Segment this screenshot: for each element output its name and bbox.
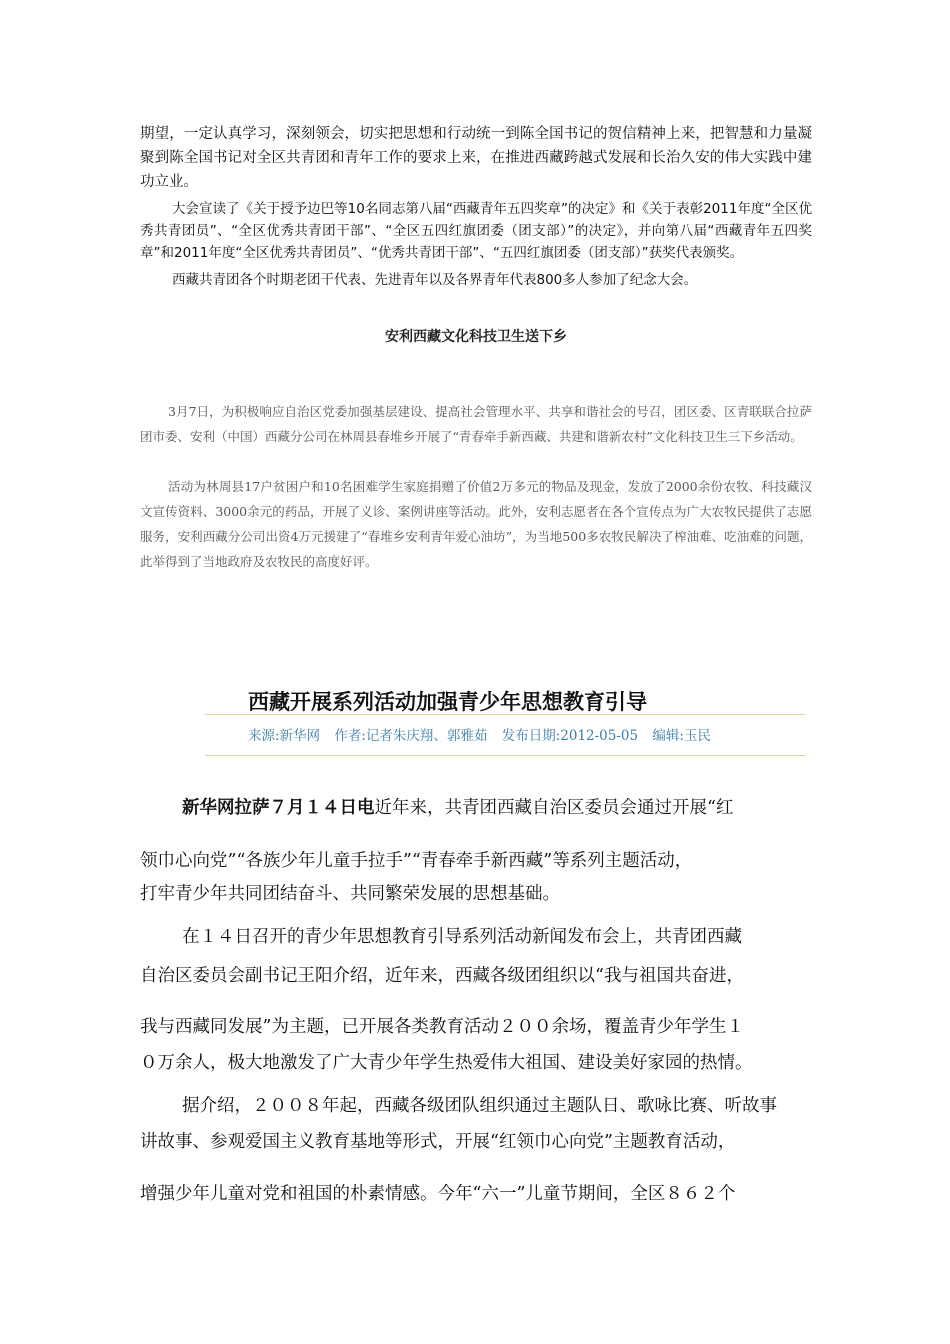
article-date: 发布日期:2012-05-05 bbox=[501, 728, 639, 744]
paragraph: 3月7日，为积极响应自治区党委加强基层建设、提高社会管理水平、共享和谐社会的号召，团区委、区青联联合拉萨团市委、安利（中国）西藏分公司在林周县春堆乡开展了“青春牵手新西藏、共建和谐新农村”文化科技卫生三下乡活动。 bbox=[140, 404, 812, 444]
article-dateline: 新华网拉萨７月１４日电 bbox=[182, 798, 375, 818]
text-line: 在１４日召开的青少年思想教育引导系列活动新闻发布会上，共青团西藏 bbox=[182, 927, 742, 947]
text-line: 增强少年儿童对党和祖国的朴素情感。今年“六一”儿童节期间，全区８６２个 bbox=[140, 1184, 736, 1204]
section1 bbox=[140, 122, 812, 292]
text-line: ０万余人，极大地激发了广大青少年学生热爱伟大祖国、建设美好家园的热情。 bbox=[140, 1053, 753, 1073]
meta-divider bbox=[205, 755, 805, 756]
section2-body bbox=[140, 399, 812, 574]
paragraph: 西藏共青团各个时期老团干代表、先进青年以及各界青年代表800多人参加了纪念大会。 bbox=[172, 272, 698, 288]
article-editor: 编辑:玉民 bbox=[652, 728, 711, 744]
text-line: 据介绍，２００８年起，西藏各级团队组织通过主题队日、歌咏比赛、听故事 bbox=[182, 1096, 777, 1116]
text-line: 领巾心向党”“各族少年儿童手拉手”“青春牵手新西藏”等系列主题活动， bbox=[140, 851, 693, 871]
title-divider bbox=[205, 714, 805, 715]
text-line: 我与西藏同发展”为主题，已开展各类教育活动２００余场，覆盖青少年学生１ bbox=[140, 1017, 744, 1037]
text-line: 自治区委员会副书记王阳介绍，近年来，西藏各级团组织以“我与祖国共奋进， bbox=[140, 966, 744, 986]
paragraph: 活动为林周县17户贫困户和10名困难学生家庭捐赠了价值2万多元的物品及现金，发放了2000余份农牧、科技藏汉文宣传资料、3000余元的药品，开展了义诊、案例讲座等活动。此外，安利志愿者在各个宣传点为广大农牧民提供了志愿服务，安利西藏分公司出资4万元援建了“春堆乡安利青年爱心油坊”，为当地500多农牧民解决了榨油难、吃油难的问题，此举得到了当地政府及农牧民的高度好评。 bbox=[140, 479, 812, 569]
article-source: 来源:新华网 bbox=[248, 728, 321, 744]
text-line: 讲故事、参观爱国主义教育基地等形式，开展“红领巾心向党”主题教育活动， bbox=[140, 1132, 736, 1152]
paragraph: 大会宣读了《关于授予边巴等10名同志第八届“西藏青年五四奖章”的决定》和《关于表彰2011年度“全区优秀共青团员”、“全区优秀共青团干部”、“全区五四红旗团委（团支部）”的决定》，并向第八届“西藏青年五四奖章”和2011年度“全区优秀共青团员”、“优秀共青团干部”、“五四红旗团委（团支部）”获奖代表颁奖。 bbox=[140, 201, 812, 261]
article-title: 西藏开展系列活动加强青少年思想教育引导 bbox=[248, 690, 647, 714]
article-author: 作者:记者朱庆翔、郭雅茹 bbox=[334, 728, 488, 744]
text-line: 打牢青少年共同团结奋斗、共同繁荣发展的思想基础。 bbox=[140, 884, 560, 904]
section-title: 安利西藏文化科技卫生送下乡 bbox=[385, 329, 567, 345]
article-meta bbox=[248, 724, 721, 744]
text-line: 新华网拉萨７月１４日电近年来，共青团西藏自治区委员会通过开展“红 bbox=[182, 798, 734, 818]
paragraph: 期望，一定认真学习，深刻领会，切实把思想和行动统一到陈全国书记的贺信精神上来，把智慧和力量凝聚到陈全国书记对全区共青团和青年工作的要求上来，在推进西藏跨越式发展和长治久安的伟大实践中建功立业。 bbox=[140, 126, 812, 190]
